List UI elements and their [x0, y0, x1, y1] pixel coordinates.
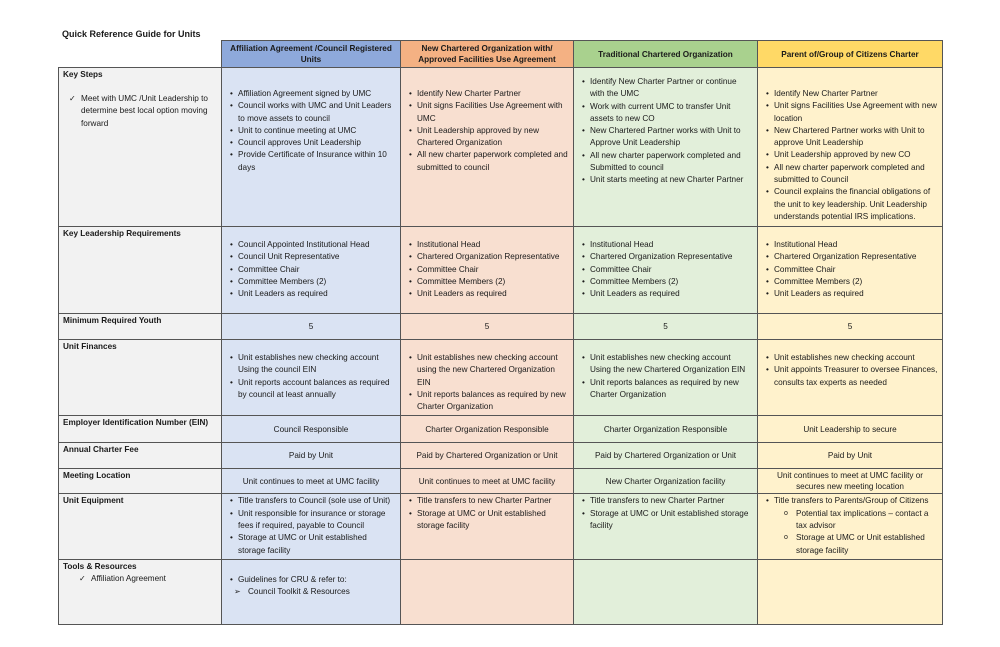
list-item: • Identify New Charter Partner — [407, 88, 569, 100]
bullet-list — [228, 495, 396, 556]
cell-youth-new-chartered: 5 — [401, 314, 574, 340]
list-item: • Unit Leaders as required — [580, 288, 753, 300]
cell-finances-affiliation — [222, 340, 401, 416]
cell-equipment-affiliation — [222, 494, 401, 559]
cell-key-steps-affiliation — [222, 68, 401, 227]
cell-leadership-new-chartered — [401, 227, 574, 314]
row-label-key-steps — [59, 68, 222, 227]
tools-note — [63, 573, 217, 585]
cell-ein-traditional: Charter Organization Responsible — [574, 416, 758, 443]
cell-ein-new-chartered: Charter Organization Responsible — [401, 416, 574, 443]
bullet-list — [228, 239, 396, 300]
row-label-tools-resources — [59, 559, 222, 624]
cell-leadership-affiliation — [222, 227, 401, 314]
list-item: • Unit reports account balances as required by council at least annually — [228, 377, 396, 402]
bullet-list — [764, 88, 938, 223]
list-item: • Institutional Head — [580, 239, 753, 251]
list-item: • Chartered Organization Representative — [580, 251, 753, 263]
column-header-new-chartered-org: New Chartered Organization with/ Approved Facilities Use Agreement — [401, 41, 574, 68]
row-label-unit-equipment: Unit Equipment — [59, 494, 222, 559]
key-steps-note-text: Meet with UMC /Unit Leadership to determine best local option moving forward — [81, 94, 208, 128]
list-item: • Unit Leaders as required — [228, 288, 396, 300]
list-item: • Unit responsible for insurance or storage fees if required, payable to Council — [228, 508, 396, 533]
tools-note-text: Affiliation Agreement — [91, 573, 166, 583]
cell-key-steps-parent-group — [758, 68, 943, 227]
list-item: • Committee Members (2) — [407, 276, 569, 288]
table-row-meeting-location — [59, 469, 943, 494]
bullet-list — [228, 88, 396, 174]
list-item: • Committee Chair — [407, 264, 569, 276]
list-item: • New Chartered Partner works with Unit to Approve Unit Leadership — [580, 125, 753, 150]
list-item: • Unit establishes new checking account Using the council EIN — [228, 352, 396, 377]
list-item: • Council works with UMC and Unit Leaders to move assets to council — [228, 100, 396, 125]
list-item: • Unit Leadership approved by new CO — [764, 149, 938, 161]
list-item: • Unit establishes new checking account Using the new Chartered Organization EIN — [580, 352, 753, 377]
bullet-list — [407, 88, 569, 174]
cell-location-traditional: New Charter Organization facility — [574, 469, 758, 494]
row-label-text: Key Steps — [63, 70, 103, 79]
list-item: • Unit signs Facilities Use Agreement with UMC — [407, 100, 569, 125]
list-item: • Affiliation Agreement signed by UMC — [228, 88, 396, 100]
quick-reference-table — [58, 40, 943, 625]
table-row-key-leadership — [59, 227, 943, 314]
cell-fee-affiliation: Paid by Unit — [222, 443, 401, 469]
row-label-annual-charter-fee: Annual Charter Fee — [59, 443, 222, 469]
list-item: • Chartered Organization Representative — [407, 251, 569, 263]
table-row-unit-finances — [59, 340, 943, 416]
list-item: • Identify New Charter Partner — [764, 88, 938, 100]
list-item: • Unit to continue meeting at UMC — [228, 125, 396, 137]
list-item: • Identify New Charter Partner or continue with the UMC — [580, 76, 753, 101]
cell-equipment-parent-group — [758, 494, 943, 559]
bullet-list — [580, 239, 753, 300]
arrow-list — [228, 586, 396, 598]
cell-tools-traditional — [574, 559, 758, 624]
sub-bullet-list — [764, 508, 938, 557]
list-item: • Unit reports balances as required by new Charter Organization — [580, 377, 753, 402]
bullet-list — [407, 495, 569, 532]
cell-location-parent-group: Unit continues to meet at UMC facility or secures new meeting location — [758, 469, 943, 494]
row-label-meeting-location: Meeting Location — [59, 469, 222, 494]
list-item: • Unit Leaders as required — [407, 288, 569, 300]
list-item: • All new charter paperwork completed and submitted to council — [407, 149, 569, 174]
table-row-ein — [59, 416, 943, 443]
list-item: • Committee Chair — [580, 264, 753, 276]
list-item: • Council approves Unit Leadership — [228, 137, 396, 149]
cell-equipment-new-chartered — [401, 494, 574, 559]
list-item: • New Chartered Partner works with Unit to approve Unit Leadership — [764, 125, 938, 150]
list-item: • Unit establishes new checking account — [764, 352, 938, 364]
list-item: • Title transfers to new Charter Partner — [580, 495, 753, 507]
table-row-key-steps — [59, 68, 943, 227]
list-item: • Committee Chair — [228, 264, 396, 276]
list-item: • Unit Leaders as required — [764, 288, 938, 300]
list-item: • Title transfers to new Charter Partner — [407, 495, 569, 507]
list-item: • Storage at UMC or Unit established storage facility — [228, 532, 396, 557]
cell-equipment-traditional — [574, 494, 758, 559]
cell-youth-traditional: 5 — [574, 314, 758, 340]
list-item: • Committee Members (2) — [580, 276, 753, 288]
list-item: • Title transfers to Parents/Group of Citizens — [764, 495, 938, 507]
list-item: • Guidelines for CRU & refer to: — [228, 574, 396, 586]
cell-youth-parent-group: 5 — [758, 314, 943, 340]
row-label-unit-finances: Unit Finances — [59, 340, 222, 416]
row-label-ein: Employer Identification Number (EIN) — [59, 416, 222, 443]
header-row — [59, 41, 943, 68]
row-label-key-leadership: Key Leadership Requirements — [59, 227, 222, 314]
cell-location-affiliation: Unit continues to meet at UMC facility — [222, 469, 401, 494]
list-item: • Institutional Head — [764, 239, 938, 251]
column-header-parent-group-citizens: Parent of/Group of Citizens Charter — [758, 41, 943, 68]
list-item: • Chartered Organization Representative — [764, 251, 938, 263]
table-row-minimum-youth — [59, 314, 943, 340]
cell-fee-traditional: Paid by Chartered Organization or Unit — [574, 443, 758, 469]
table-row-unit-equipment — [59, 494, 943, 559]
list-item: • Unit Leadership approved by new Chartered Organization — [407, 125, 569, 150]
column-header-affiliation: Affiliation Agreement /Council Registered Units — [222, 41, 401, 68]
bullet-list — [407, 239, 569, 300]
bullet-list — [228, 352, 396, 401]
list-item: • All new charter paperwork completed and submitted to Council — [764, 162, 938, 187]
bullet-list — [764, 352, 938, 389]
cell-tools-parent-group — [758, 559, 943, 624]
sub-list-item: o Storage at UMC or Unit established storage facility — [764, 532, 938, 557]
cell-tools-affiliation — [222, 559, 401, 624]
sub-list-item: o Potential tax implications – contact a tax advisor — [764, 508, 938, 533]
bullet-list — [407, 352, 569, 413]
cell-location-new-chartered: Unit continues to meet at UMC facility — [401, 469, 574, 494]
cell-youth-affiliation: 5 — [222, 314, 401, 340]
list-item: • Unit reports balances as required by new Charter Organization — [407, 389, 569, 414]
cell-leadership-traditional — [574, 227, 758, 314]
list-item: • Unit signs Facilities Use Agreement with new location — [764, 100, 938, 125]
bullet-list — [764, 495, 938, 507]
list-item: • Storage at UMC or Unit established storage facility — [580, 508, 753, 533]
bullet-list — [228, 574, 396, 586]
cell-fee-new-chartered: Paid by Chartered Organization or Unit — [401, 443, 574, 469]
bullet-list — [580, 76, 753, 187]
list-item: • Unit appoints Treasurer to oversee Finances, consults tax experts as needed — [764, 364, 938, 389]
list-item: • Council explains the financial obligations of the unit to key leadership. Unit Leadership understands potential IRS implications. — [764, 186, 938, 223]
bullet-list — [580, 352, 753, 401]
list-item: • Title transfers to Council (sole use of Unit) — [228, 495, 396, 507]
list-item: • Committee Members (2) — [764, 276, 938, 288]
cell-tools-new-chartered — [401, 559, 574, 624]
cell-key-steps-new-chartered — [401, 68, 574, 227]
list-item: • Provide Certificate of Insurance within 10 days — [228, 149, 396, 174]
table-row-annual-charter-fee — [59, 443, 943, 469]
cell-ein-affiliation: Council Responsible — [222, 416, 401, 443]
cell-finances-new-chartered — [401, 340, 574, 416]
key-steps-note — [63, 93, 217, 130]
cell-finances-parent-group — [758, 340, 943, 416]
cell-finances-traditional — [574, 340, 758, 416]
checkmark-icon: ✓ — [69, 94, 76, 103]
list-item: • Committee Chair — [764, 264, 938, 276]
cell-key-steps-traditional — [574, 68, 758, 227]
column-header-traditional-chartered-org: Traditional Chartered Organization — [574, 41, 758, 68]
cell-ein-parent-group: Unit Leadership to secure — [758, 416, 943, 443]
list-item: • Unit establishes new checking account using the new Chartered Organization EIN — [407, 352, 569, 389]
checkmark-icon: ✓ — [79, 573, 86, 583]
arrow-list-item: ➢ Council Toolkit & Resources — [228, 586, 396, 598]
table-row-tools-resources — [59, 559, 943, 624]
list-item: • Council Unit Representative — [228, 251, 396, 263]
list-item: • Committee Members (2) — [228, 276, 396, 288]
cell-fee-parent-group: Paid by Unit — [758, 443, 943, 469]
cell-leadership-parent-group — [758, 227, 943, 314]
bullet-list — [764, 239, 938, 300]
list-item: • Unit starts meeting at new Charter Partner — [580, 174, 753, 186]
list-item: • Institutional Head — [407, 239, 569, 251]
list-item: • All new charter paperwork completed and Submitted to council — [580, 150, 753, 175]
list-item: • Storage at UMC or Unit established storage facility — [407, 508, 569, 533]
list-item: • Work with current UMC to transfer Unit assets to new CO — [580, 101, 753, 126]
page-title: Quick Reference Guide for Units — [62, 29, 201, 39]
list-item: • Council Appointed Institutional Head — [228, 239, 396, 251]
row-label-minimum-youth: Minimum Required Youth — [59, 314, 222, 340]
header-blank — [59, 41, 222, 68]
row-label-text: Tools & Resources — [63, 561, 137, 571]
bullet-list — [580, 495, 753, 532]
